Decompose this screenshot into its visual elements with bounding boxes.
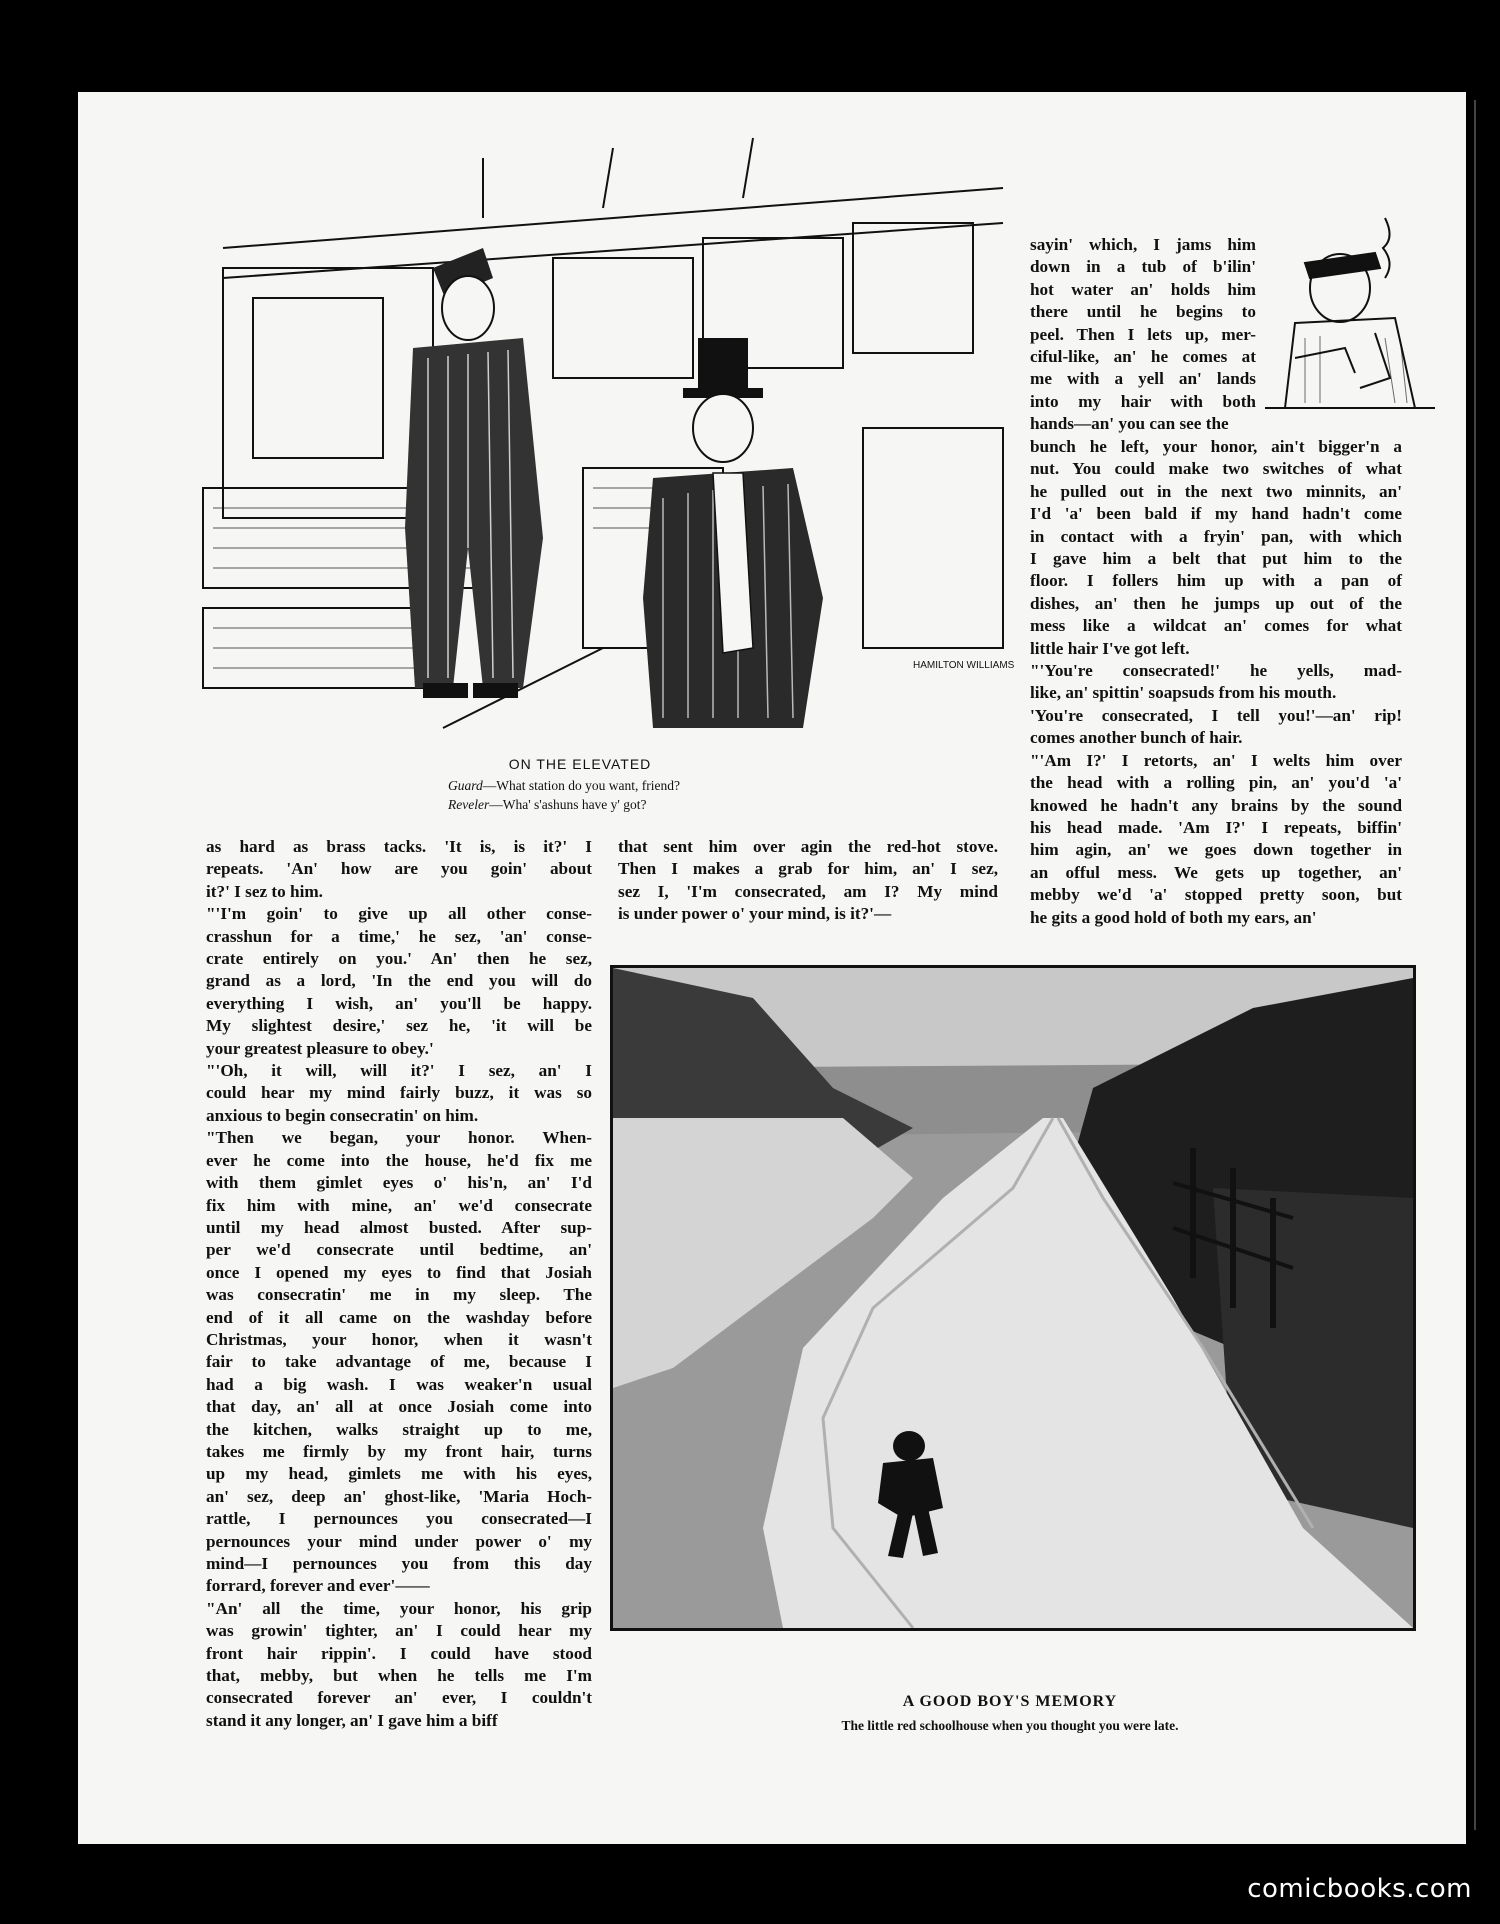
text-line: had a big wash. I was weaker'n usual: [206, 1374, 592, 1394]
text-line: 'You're consecrated, I tell you!'—an' rip!: [1030, 705, 1402, 725]
text-line: as hard as brass tacks. 'It is, is it?' I: [206, 837, 592, 856]
text-line: everything I wish, an' you'll be happy.: [206, 993, 592, 1013]
text-column-middle: [618, 836, 998, 926]
text-line: dishes, an' then he jumps up out of the: [1030, 593, 1402, 613]
text-line: "'I'm goin' to give up all other conse-: [206, 904, 592, 924]
text-line: "An' all the time, your honor, his grip: [206, 1598, 592, 1618]
country-road-illustration: [610, 965, 1416, 1631]
text-line: an' sez, deep an' ghost-like, 'Maria Hoch-: [206, 1486, 592, 1506]
text-column-right-top: [1030, 234, 1256, 436]
text-line: nut. You could make two switches of what: [1030, 459, 1402, 479]
text-line: that day, an' all at once Josiah come into: [206, 1397, 592, 1417]
text-line: he pulled out in the next two minnits, an': [1030, 481, 1402, 501]
speaker-guard: Guard: [448, 778, 483, 793]
text-line: once I opened my eyes to find that Josiah: [206, 1262, 592, 1282]
text-line: ever he come into the house, he'd fix me: [206, 1150, 592, 1170]
text-line: crate entirely on you.' An' then he sez,: [206, 949, 592, 969]
text-line: with them gimlet eyes o' his'n, an' I'd: [206, 1173, 592, 1193]
text-line: it?' I sez to him.: [206, 881, 323, 901]
text-line: the head with a rolling pin, an' you'd 'a': [1030, 773, 1402, 793]
caption-line-reveler: [448, 797, 646, 813]
text-line: until my head almost busted. After sup-: [206, 1217, 592, 1237]
text-line: into my hair with both: [1030, 391, 1256, 411]
text-line: mebby we'd 'a' stopped pretty soon, but: [1030, 885, 1402, 905]
text-line: per we'd consecrate until bedtime, an': [206, 1240, 592, 1260]
text-line: your greatest pleasure to obey.': [206, 1038, 434, 1058]
text-line: end of it all came on the washday before: [206, 1307, 592, 1327]
text-line: front hair rippin'. I could have stood: [206, 1643, 592, 1663]
text-line: fix him with mine, an' we'd consecrate: [206, 1195, 592, 1215]
text-line: comes another bunch of hair.: [1030, 728, 1243, 748]
text-column-right: [1030, 436, 1402, 929]
text-line: ciful-like, an' he comes at: [1030, 347, 1256, 367]
text-line: crasshun for a time,' he sez, 'an' conse-: [206, 926, 592, 946]
text-line: mess like a wildcat an' comes for what: [1030, 616, 1402, 636]
caption-title-road: A GOOD BOY'S MEMORY: [902, 1693, 1118, 1710]
text-line: up my head, gimlets me with his eyes,: [206, 1464, 592, 1484]
text-line: repeats. 'An' how are you goin' about: [206, 859, 592, 879]
site-watermark: comicbooks.com: [1247, 1874, 1472, 1904]
text-line: knowed he hadn't any brains by the sound: [1030, 795, 1402, 815]
text-line: peel. Then I lets up, mer-: [1030, 324, 1256, 344]
text-line: "Then we began, your honor. When-: [206, 1128, 592, 1148]
caption-title-elevated: ON THE ELEVATED: [508, 756, 652, 772]
text-line: Christmas, your honor, when it wasn't: [206, 1329, 592, 1349]
text-column-left: [206, 836, 592, 1732]
speaker-reveler: Reveler: [448, 797, 490, 812]
text-line: hands—an' you can see the: [1030, 414, 1229, 434]
illustration-signature: HAMILTON WILLIAMS: [913, 660, 1015, 671]
text-line: consecrated forever an' ever, I couldn't: [206, 1688, 592, 1708]
text-line: My slightest desire,' sez he, 'it will be: [206, 1016, 592, 1036]
text-line: "'You're consecrated!' he yells, mad-: [1030, 661, 1402, 681]
text-line: is under power o' your mind, is it?'—: [618, 904, 892, 924]
text-line: hot water an' holds him: [1030, 279, 1256, 299]
text-line: floor. I follers him up with a pan of: [1030, 571, 1402, 591]
text-line: sez I, 'I'm consecrated, am I? My mind: [618, 881, 998, 901]
text-line: down in a tub of b'ilin': [1030, 257, 1256, 277]
speaker-reveler-text: —Wha' s'ashuns have y' got?: [489, 797, 647, 812]
caption-line-guard: [448, 778, 680, 794]
text-line: fair to take advantage of me, because I: [206, 1352, 592, 1372]
text-line: that, mebby, but when he tells me I'm: [206, 1666, 592, 1686]
text-line: I'd 'a' been bald if my hand hadn't come: [1030, 504, 1402, 524]
text-line: pernounces your mind under power o' my: [206, 1531, 592, 1551]
text-line: bunch he left, your honor, ain't bigger'n a: [1030, 437, 1402, 456]
text-line: little hair I've got left.: [1030, 638, 1190, 658]
caption-subtitle-road: The little red schoolhouse when you thought you were late.: [841, 1718, 1179, 1733]
text-line: that sent him over agin the red-hot stove.: [618, 837, 998, 856]
text-line: me with a yell an' lands: [1030, 369, 1256, 389]
text-line: "'Oh, it will, will it?' I sez, an' I: [206, 1061, 592, 1081]
text-line: his head made. 'Am I?' I repeats, biffin': [1030, 817, 1402, 837]
text-line: there until he begins to: [1030, 302, 1256, 322]
text-line: was consecratin' me in my sleep. The: [206, 1285, 592, 1305]
text-line: grand as a lord, 'In the end you will do: [206, 971, 592, 991]
text-line: I gave him a belt that put him to the: [1030, 549, 1402, 569]
text-line: in contact with a fryin' pan, with which: [1030, 526, 1402, 546]
text-line: an offul mess. We gets up together, an': [1030, 862, 1402, 882]
text-line: anxious to begin consecratin' on him.: [206, 1105, 479, 1125]
text-line: sayin' which, I jams him: [1030, 235, 1256, 254]
text-line: he gits a good hold of both my ears, an': [1030, 907, 1317, 927]
page-edge: [1474, 100, 1476, 1830]
text-line: mind—I pernounces you from this day: [206, 1554, 592, 1573]
text-line: "'Am I?' I retorts, an' I welts him over: [1030, 750, 1402, 770]
text-line: rattle, I pernounces you consecrated—I: [206, 1509, 592, 1529]
elevated-train-illustration: [183, 128, 1018, 748]
text-line: Then I makes a grab for him, an' I sez,: [618, 859, 998, 879]
text-line: him agin, an' we goes down together in: [1030, 840, 1402, 860]
text-line: the kitchen, walks straight up to me,: [206, 1419, 592, 1439]
text-line: could hear my mind fairly buzz, it was so: [206, 1083, 592, 1103]
text-line: was growin' tighter, an' I could hear my: [206, 1621, 592, 1641]
speaker-guard-text: —What station do you want, friend?: [482, 778, 680, 793]
text-line: like, an' spittin' soapsuds from his mouth.: [1030, 683, 1337, 703]
text-line: forrard, forever and ever'——: [206, 1576, 430, 1596]
cook-vignette-illustration: [1265, 208, 1435, 420]
text-line: takes me firmly by my front hair, turns: [206, 1441, 592, 1461]
text-line: stand it any longer, an' I gave him a biff: [206, 1710, 498, 1730]
